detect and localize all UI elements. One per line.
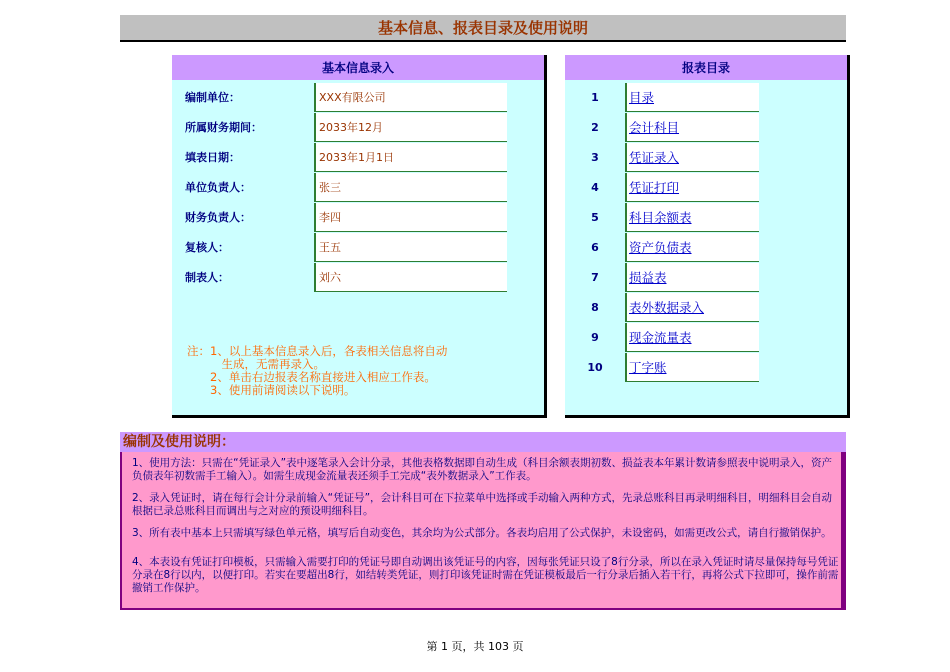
instruction-paragraph: 1、使用方法：只需在“凭证录入”表中逐笔录入会计分录，其他表格数据即自动生成（科目余额表期初数、损益表本年累计数请参照表中说明录入，资产负债表年初数需手工输入）。如需生成现金流量表还须手工完成“表外数据录入”工作表。	[132, 457, 833, 482]
instruction-paragraph: 4、本表设有凭证打印模板，只需输入需要打印的凭证号即自动调出该凭证号的内容，因每张凭证只设了8行分录，所以在录入凭证时请尽量保持每号凭证分录在8行以内，以便打印。若实在要超出8行，如结转类凭证，则打印该凭证时需在凭证模板最后一行分录后插入若干行，再将公式下拉即可，操作前需撤销工作保护。	[132, 556, 839, 594]
basic-info-panel	[172, 55, 547, 418]
note-line: 注：1、以上基本信息录入后，各表相关信息将自动	[187, 344, 448, 358]
info-label: 制表人：	[185, 271, 229, 284]
info-label: 填表日期：	[185, 151, 240, 164]
info-row-period	[172, 113, 544, 143]
info-row-date	[172, 143, 544, 173]
note-line: 2、单击右边报表名称直接进入相应工作表。	[187, 370, 436, 384]
page-footer: 第 1 页，共 103 页	[426, 640, 524, 653]
catalog-link-off-sheet[interactable]: 表外数据录入	[625, 293, 759, 322]
catalog-number: 5	[591, 211, 599, 224]
page-title: 基本信息、报表目录及使用说明	[377, 19, 588, 37]
catalog-link-voucher-print[interactable]: 凭证打印	[625, 173, 759, 202]
report-catalog-panel	[565, 55, 850, 418]
info-label: 财务负责人：	[185, 211, 251, 224]
info-notes	[187, 345, 447, 397]
catalog-number: 1	[591, 91, 599, 104]
info-row-unit	[172, 83, 544, 113]
catalog-number: 9	[591, 331, 599, 344]
catalog-link-voucher-entry[interactable]: 凭证录入	[625, 143, 759, 172]
catalog-link-balance-sheet[interactable]: 资产负债表	[625, 233, 759, 262]
instructions-body	[120, 452, 846, 610]
instructions-header: 编制及使用说明：	[120, 432, 846, 452]
catalog-number: 3	[591, 151, 599, 164]
info-label: 单位负责人：	[185, 181, 251, 194]
catalog-link-t-account[interactable]: 丁字账	[625, 353, 759, 382]
info-row-preparer	[172, 263, 544, 293]
catalog-row	[565, 83, 847, 113]
info-label: 复核人：	[185, 241, 229, 254]
catalog-number: 4	[591, 181, 599, 194]
info-row-reviewer	[172, 233, 544, 263]
catalog-link-income[interactable]: 损益表	[625, 263, 759, 292]
info-row-unit-head	[172, 173, 544, 203]
catalog-number: 7	[591, 271, 599, 284]
instruction-paragraph: 3、所有表中基本上只需填写绿色单元格，填写后自动变色，其余均为公式部分。各表均启用了公式保护，未设密码，如需更改公式，请自行撤销保护。	[132, 527, 832, 539]
catalog-row	[565, 113, 847, 143]
report-catalog-header: 报表目录	[565, 55, 847, 80]
note-line: 3、使用前请阅读以下说明。	[187, 383, 356, 397]
catalog-row	[565, 203, 847, 233]
catalog-number: 6	[591, 241, 599, 254]
instruction-paragraph: 2、录入凭证时，请在每行会计分录前输入“凭证号”，会计科目可在下拉菜单中选择或手动输入两种方式，先录总账科目再录明细科目，明细科目会自动根据已录总账科目而调出与之对应的预设明细科目。	[132, 492, 833, 517]
catalog-number: 2	[591, 121, 599, 134]
catalog-row	[565, 353, 847, 383]
preparer-field[interactable]: 刘六	[314, 263, 507, 292]
period-field[interactable]: 2033年12月	[314, 113, 507, 142]
catalog-row	[565, 323, 847, 353]
info-label: 编制单位：	[185, 91, 240, 104]
info-label: 所属财务期间：	[185, 121, 262, 134]
catalog-row	[565, 293, 847, 323]
catalog-number: 8	[591, 301, 599, 314]
catalog-row	[565, 233, 847, 263]
catalog-number: 10	[587, 361, 603, 374]
catalog-link-contents[interactable]: 目录	[625, 83, 759, 112]
info-row-finance-head	[172, 203, 544, 233]
catalog-row	[565, 143, 847, 173]
unit-name-field[interactable]: XXX有限公司	[314, 83, 507, 112]
catalog-link-cash-flow[interactable]: 现金流量表	[625, 323, 759, 352]
fill-date-field[interactable]: 2033年1月1日	[314, 143, 507, 172]
catalog-link-accounts[interactable]: 会计科目	[625, 113, 759, 142]
catalog-link-balance[interactable]: 科目余额表	[625, 203, 759, 232]
unit-head-field[interactable]: 张三	[314, 173, 507, 202]
basic-info-header: 基本信息录入	[172, 55, 544, 80]
catalog-row	[565, 173, 847, 203]
reviewer-field[interactable]: 王五	[314, 233, 507, 262]
catalog-row	[565, 263, 847, 293]
page-title-bar	[120, 15, 846, 42]
note-line: 生成，无需再录入。	[187, 357, 325, 371]
finance-head-field[interactable]: 李四	[314, 203, 507, 232]
